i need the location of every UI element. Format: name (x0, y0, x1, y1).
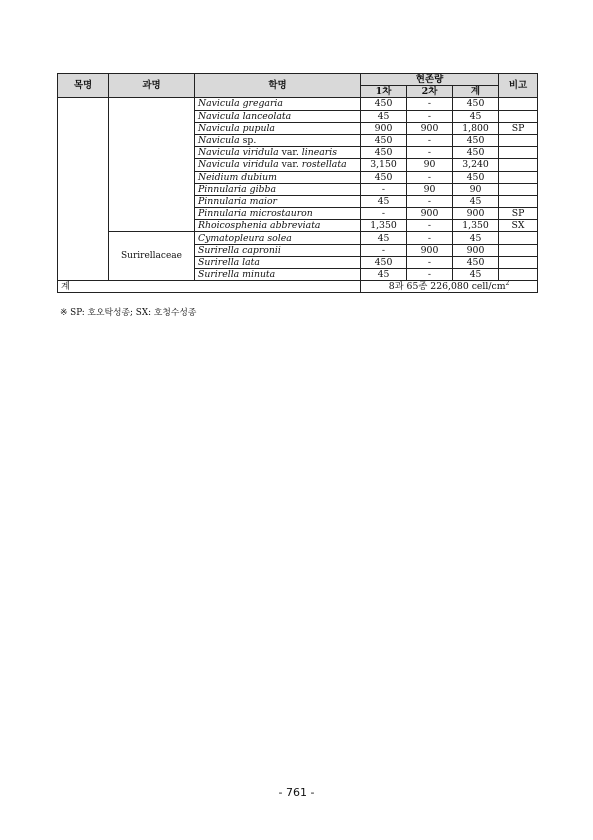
scientific-name: Pinnularia microstauron (195, 208, 361, 220)
variety-name: linearis (301, 147, 337, 159)
genus-name: Navicula (198, 135, 240, 147)
header-remarks: 비고 (499, 74, 538, 98)
round1-value: 45 (361, 195, 407, 207)
round2-value: - (407, 232, 453, 244)
round1-value: 45 (361, 269, 407, 281)
remark-value (499, 110, 538, 122)
round2-value: 900 (407, 122, 453, 134)
round2-value: - (407, 220, 453, 232)
scientific-name: Neidium dubium (195, 171, 361, 183)
round2-value: 900 (407, 208, 453, 220)
remark-value (499, 244, 538, 256)
total-value: 45 (453, 110, 499, 122)
total-value: 450 (453, 147, 499, 159)
round2-value: - (407, 147, 453, 159)
round2-value: - (407, 269, 453, 281)
round1-value: 3,150 (361, 159, 407, 171)
total-value: 45 (453, 195, 499, 207)
round1-value: - (361, 208, 407, 220)
round1-value: 450 (361, 134, 407, 146)
scientific-name: Pinnularia gibba (195, 183, 361, 195)
scientific-name: Rhoicosphenia abbreviata (195, 220, 361, 232)
scientific-name: Pinnularia maior (195, 195, 361, 207)
total-summary-text: 8과 65종 226,080 cell/cm (388, 281, 506, 293)
total-value: 900 (453, 208, 499, 220)
remark-value (499, 134, 538, 146)
species-abundance-table (57, 73, 538, 293)
total-value: 45 (453, 269, 499, 281)
family-cell (109, 98, 195, 232)
scientific-name: Navicula pupula (195, 122, 361, 134)
header-abundance: 현존량 (361, 74, 499, 86)
round2-value: - (407, 98, 453, 110)
header-round2: 2차 (407, 86, 453, 98)
species-name: Navicula viridula (198, 147, 279, 159)
scientific-name: Surirella capronii (195, 244, 361, 256)
species-name: Navicula viridula (198, 159, 279, 171)
family-cell: Surirellaceae (109, 232, 195, 281)
scientific-name (195, 147, 361, 159)
species-abbrev: sp. (242, 135, 257, 147)
remark-value (499, 98, 538, 110)
scientific-name: Surirella lata (195, 256, 361, 268)
page-number: - 761 - (278, 786, 315, 799)
remark-value (499, 183, 538, 195)
total-value: 3,240 (453, 159, 499, 171)
footnote: ※ SP: 호오탁성종; SX: 호청수성종 (60, 308, 197, 318)
remark-value: SP (499, 122, 538, 134)
scientific-name: Surirella minuta (195, 269, 361, 281)
round1-value: - (361, 244, 407, 256)
table-row (58, 98, 538, 110)
round1-value: 450 (361, 147, 407, 159)
remark-value (499, 171, 538, 183)
remark-value (499, 232, 538, 244)
total-value: 45 (453, 232, 499, 244)
round1-value: 450 (361, 256, 407, 268)
scientific-name: Navicula lanceolata (195, 110, 361, 122)
header-family: 과명 (109, 74, 195, 98)
remark-value (499, 269, 538, 281)
round2-value: - (407, 171, 453, 183)
remark-value (499, 159, 538, 171)
round2-value: - (407, 110, 453, 122)
round1-value: 45 (361, 110, 407, 122)
round2-value: - (407, 134, 453, 146)
round1-value: 1,350 (361, 220, 407, 232)
total-row (58, 281, 538, 293)
variety-name: rostellata (301, 159, 347, 171)
round2-value: - (407, 195, 453, 207)
round1-value: 450 (361, 98, 407, 110)
variety-marker: var. (281, 159, 299, 171)
total-value: 90 (453, 183, 499, 195)
remark-value (499, 256, 538, 268)
unit-exponent: 2 (505, 280, 510, 288)
round2-value: - (407, 256, 453, 268)
scientific-name (195, 159, 361, 171)
total-value: 450 (453, 171, 499, 183)
remark-value: SX (499, 220, 538, 232)
scientific-name: Cymatopleura solea (195, 232, 361, 244)
total-value: 450 (453, 256, 499, 268)
round2-value: 90 (407, 183, 453, 195)
total-value: 1,800 (453, 122, 499, 134)
round1-value: 450 (361, 171, 407, 183)
total-summary (361, 281, 538, 293)
scientific-name (195, 134, 361, 146)
total-value: 450 (453, 98, 499, 110)
variety-marker: var. (281, 147, 299, 159)
header-round1: 1차 (361, 86, 407, 98)
total-value: 900 (453, 244, 499, 256)
order-cell (58, 98, 109, 281)
total-value: 1,350 (453, 220, 499, 232)
round1-value: 45 (361, 232, 407, 244)
round2-value: 90 (407, 159, 453, 171)
total-value: 450 (453, 134, 499, 146)
header-scientific-name: 학명 (195, 74, 361, 98)
remark-value (499, 195, 538, 207)
scientific-name: Navicula gregaria (195, 98, 361, 110)
round1-value: 900 (361, 122, 407, 134)
header-order: 목명 (58, 74, 109, 98)
round2-value: 900 (407, 244, 453, 256)
round1-value: - (361, 183, 407, 195)
total-label: 계 (58, 281, 361, 293)
remark-value: SP (499, 208, 538, 220)
header-total: 계 (453, 86, 499, 98)
remark-value (499, 147, 538, 159)
table-row (58, 232, 538, 244)
